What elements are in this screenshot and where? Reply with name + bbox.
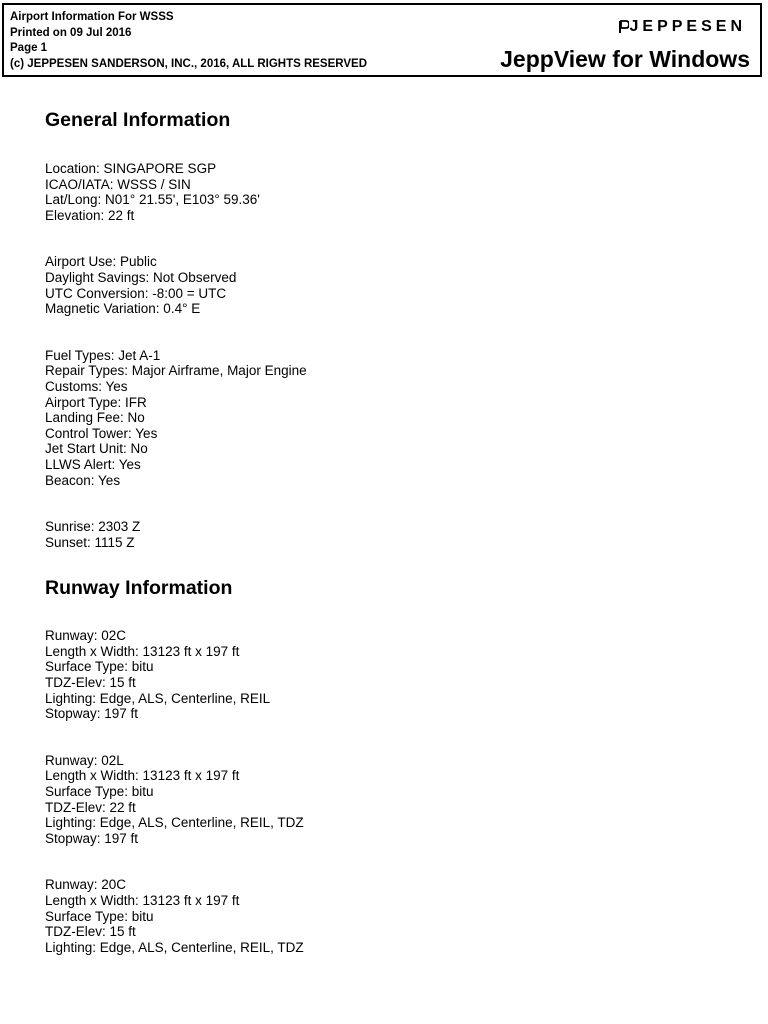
utc-conversion: UTC Conversion: -8:00 = UTC <box>45 285 227 301</box>
control-tower: Control Tower: Yes <box>45 425 158 441</box>
runway-id: Runway: 20C <box>45 877 127 893</box>
runway-length-width: Length x Width: 13123 ft x 197 ft <box>45 893 240 908</box>
runway-tdz-elev: TDZ-Elev: 15 ft <box>45 675 136 691</box>
runway-stopway: Stopway: 197 ft <box>45 706 139 722</box>
document-body <box>45 108 307 955</box>
airport-use-group <box>45 254 307 316</box>
header-copyright: (c) JEPPESEN SANDERSON, INC., 2016, ALL RIGHTS RESERVED <box>10 57 368 70</box>
runway-tdz-elev: TDZ-Elev: 22 ft <box>45 799 136 815</box>
repair-types: Repair Types: Major Airframe, Major Engine <box>45 363 307 379</box>
sunrise: Sunrise: 2303 Z <box>45 519 141 535</box>
runway-information-heading: Runway Information <box>45 577 233 600</box>
magnetic-variation: Magnetic Variation: 0.4° E <box>45 301 201 317</box>
runway-02l <box>45 753 307 847</box>
header-page-number: Page 1 <box>10 42 48 54</box>
sunset: Sunset: 1115 Z <box>45 534 135 550</box>
runway-id: Runway: 02L <box>45 752 124 768</box>
header-info <box>10 10 367 72</box>
brand-name: JEPPESEN <box>629 18 746 35</box>
location-group <box>45 161 307 223</box>
runway-lighting: Lighting: Edge, ALS, Centerline, REIL <box>45 690 271 706</box>
runway-surface: Surface Type: bitu <box>45 659 154 675</box>
sun-times-group <box>45 519 307 550</box>
elevation: Elevation: 22 ft <box>45 207 135 223</box>
jet-start-unit: Jet Start Unit: No <box>45 441 148 457</box>
header-title: Airport Information For WSSS <box>10 11 174 23</box>
runway-stopway: Stopway: 197 ft <box>45 830 139 846</box>
jeppesen-brand <box>619 18 746 36</box>
customs: Customs: Yes <box>45 378 128 394</box>
runway-02c <box>45 628 307 722</box>
runway-length-width: Length x Width: 13123 ft x 197 ft <box>45 768 240 784</box>
runway-20c <box>45 877 307 955</box>
runway-length-width: Length x Width: 13123 ft x 197 ft <box>45 643 240 659</box>
fuel-types: Fuel Types: Jet A-1 <box>45 347 161 363</box>
runway-tdz-elev: TDZ-Elev: 15 ft <box>45 924 136 940</box>
airport-type: Airport Type: IFR <box>45 394 147 410</box>
document-header <box>2 3 762 77</box>
runway-lighting: Lighting: Edge, ALS, Centerline, REIL, TDZ <box>45 815 304 831</box>
general-information-heading: General Information <box>45 109 231 131</box>
jeppesen-logo-icon <box>619 20 629 34</box>
location: Location: SINGAPORE SGP <box>45 161 217 176</box>
llws-alert: LLWS Alert: Yes <box>45 456 141 472</box>
facilities-group <box>45 348 307 488</box>
runway-lighting: Lighting: Edge, ALS, Centerline, REIL, TDZ <box>45 939 304 955</box>
icao-iata: ICAO/IATA: WSSS / SIN <box>45 176 191 192</box>
lat-long: Lat/Long: N01° 21.55', E103° 59.36' <box>45 192 260 208</box>
beacon: Beacon: Yes <box>45 472 121 488</box>
daylight-savings: Daylight Savings: Not Observed <box>45 269 237 285</box>
runway-surface: Surface Type: bitu <box>45 908 154 924</box>
runway-id: Runway: 02C <box>45 628 127 644</box>
airport-use: Airport Use: Public <box>45 254 157 270</box>
header-print-date: Printed on 09 Jul 2016 <box>10 26 132 39</box>
product-name: JeppView for Windows <box>500 46 750 72</box>
runway-surface: Surface Type: bitu <box>45 784 154 800</box>
landing-fee: Landing Fee: No <box>45 410 145 426</box>
